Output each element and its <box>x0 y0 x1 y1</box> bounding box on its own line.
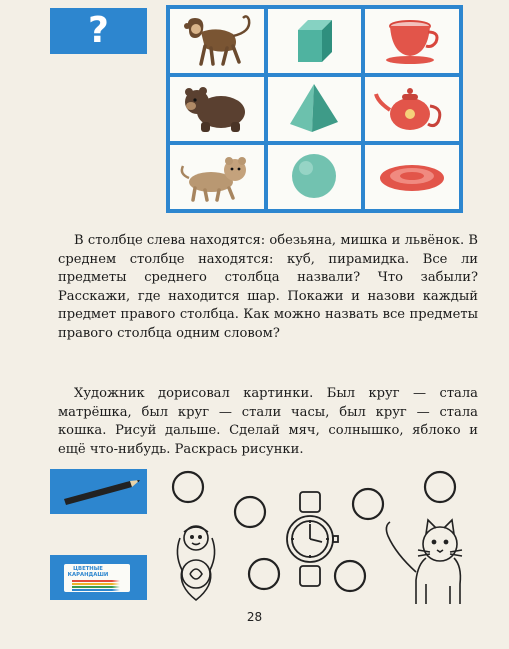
cat-drawing <box>386 520 462 604</box>
empty-circle-4 <box>425 472 455 502</box>
grid-cell-cup <box>365 9 459 73</box>
question-mark-icon: ? <box>88 10 109 51</box>
teapot-icon <box>370 80 454 138</box>
cup-icon <box>370 12 454 70</box>
grid-cell-monkey <box>170 9 264 73</box>
empty-circle-3 <box>353 489 383 519</box>
pencil-badge <box>50 469 147 514</box>
empty-circle-5 <box>249 559 279 589</box>
crayons-badge <box>50 555 147 600</box>
monkey-icon <box>175 12 259 70</box>
crayon-box-label: ЦВЕТНЫЕ КАРАНДАШИ <box>67 566 109 578</box>
page-number: 28 <box>246 610 263 624</box>
grid-cell-lion-cub <box>170 145 264 209</box>
circle-drawings <box>160 462 480 612</box>
pencil-icon <box>50 469 147 514</box>
empty-circle-6 <box>335 561 365 591</box>
saucer-icon <box>370 148 454 206</box>
question-badge <box>50 8 147 54</box>
matryoshka-drawing <box>177 526 214 600</box>
empty-circle-1 <box>173 472 203 502</box>
grid-cell-saucer <box>365 145 459 209</box>
grid-cell-bear <box>170 77 264 141</box>
crayon-box-icon <box>64 564 130 592</box>
bear-icon <box>175 80 259 138</box>
ball-icon <box>272 148 356 206</box>
empty-circle-2 <box>235 497 265 527</box>
watch-drawing <box>287 492 338 586</box>
grid-cell-pyramid <box>268 77 362 141</box>
grid-cell-cube <box>268 9 362 73</box>
task-text-drawing: Художник дорисовал картинки. Был круг — стала матрёшка, был круг — стали часы, был круг — стала кошка. Рисуй дальше. Сделай мяч, солнышко, яблоко и ещё что-нибудь. Раскрась рисунки. <box>58 386 478 457</box>
pyramid-icon <box>272 80 356 138</box>
crayons-icon <box>64 564 130 592</box>
grid-cell-teapot <box>365 77 459 141</box>
grid-cell-ball <box>268 145 362 209</box>
lion-cub-icon <box>175 148 259 206</box>
picture-grid <box>166 5 463 213</box>
cube-icon <box>272 12 356 70</box>
task-text-columns: В столбце слева находятся: обезьяна, мишка и львёнок. В среднем столбце находятся: куб, пирамидка. Все ли предметы среднего столбца назвали? Что забыли? Расскажи, где находится шар. Покажи и назови каждый предмет правого столбца. Как можно назвать все предметы правого столбца одним словом? <box>58 233 478 341</box>
